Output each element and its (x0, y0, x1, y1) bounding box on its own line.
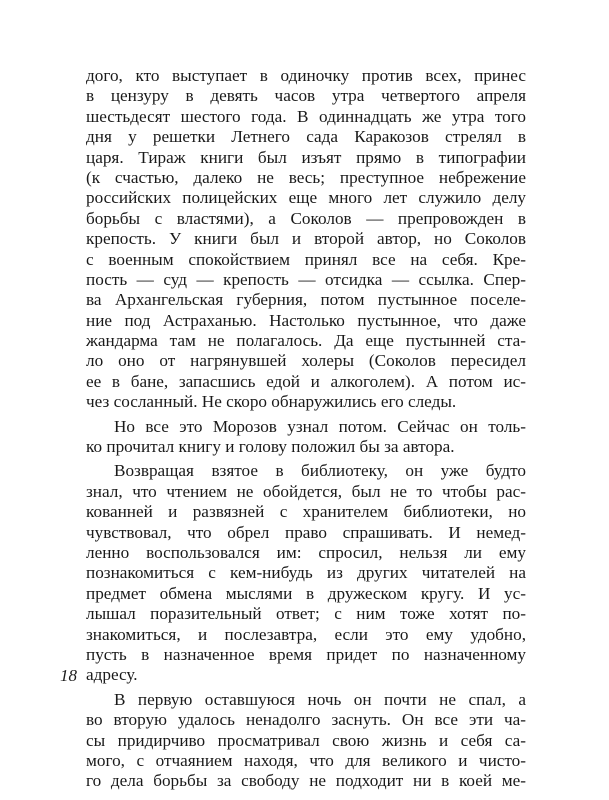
text-line: борьбы с властями), а Соколов — препровожден в (86, 208, 526, 228)
text-line: (к счастью, далеко не весь; преступное небрежение (86, 167, 526, 187)
text-line: мого, с отчаянием находя, что для великого и чисто- (86, 750, 526, 770)
text-line: жандарма там не полагалось. Да еще пустынней ста- (86, 331, 526, 351)
paragraph (86, 461, 526, 685)
text-line: ло оно от нагрянувшей холеры (Соколов пересидел (86, 351, 526, 371)
text-line: познакомиться с кем-нибудь из других читателей на (86, 563, 526, 583)
body-text (86, 66, 526, 796)
text-line: сы придирчиво просматривал свою жизнь и себя са- (86, 730, 526, 750)
text-line: лышал поразительный ответ; с ним тоже хотят по- (86, 604, 526, 624)
text-line: царя. Тираж книги был изъят прямо в типографии (86, 147, 526, 167)
page-number: 18 (60, 666, 77, 685)
text-line: в цензуру в девять часов утра четвертого апреля (86, 86, 526, 106)
text-line: адресу. (86, 665, 138, 685)
text-line: ее в бане, запасшись едой и алкоголем). А потом ис- (86, 371, 526, 391)
paragraph (86, 66, 526, 413)
text-line: предмет обмена мыслями в дружеском кругу. И ус- (86, 583, 526, 603)
text-line: ние под Астраханью. Настолько пустынное, что даже (86, 310, 526, 330)
text-line: знакомиться, и послезавтра, если это ему удобно, (86, 624, 526, 644)
text-line: В первую оставшуюся ночь он почти не спал, а (114, 689, 526, 709)
text-line: шестьдесят шестого года. В одиннадцать же утра того (86, 106, 526, 126)
text-line: дня у решетки Летнего сада Каракозов стрелял в (86, 127, 526, 147)
text-line: ленно воспользовался им: спросил, нельзя ли ему (86, 542, 526, 562)
text-line: во вторую удалось ненадолго заснуть. Он все эти ча- (86, 710, 526, 730)
text-line: пусть в назначенное время придет по назначенному (86, 644, 526, 664)
text-line: пость — суд — крепость — отсидка — ссылка. Спер- (86, 269, 526, 289)
text-line: крепость. У книги был и второй автор, но Соколов (86, 229, 526, 249)
paragraph (86, 417, 526, 458)
text-line: го дела борьбы за свободу не подходит ни в коей ме- (86, 771, 526, 791)
text-line: кованней и развязней с хранителем библиотеки, но (86, 502, 526, 522)
text-line: с военным спокойствием принял все на себя. Кре- (86, 249, 526, 269)
text-line: ва Архангельская губерния, потом пустынное поселе- (86, 290, 526, 310)
text-line: чез сосланный. Не скоро обнаружились его следы. (86, 392, 457, 412)
text-line: чувствовал, что обрел право спрашивать. И немед- (86, 522, 526, 542)
text-line: знал, что чтением не обойдется, был не то чтобы рас- (86, 481, 526, 501)
text-line: Но все это Морозов узнал потом. Сейчас он толь- (114, 416, 526, 436)
text-line: Возвращая взятое в библиотеку, он уже будто (114, 461, 526, 481)
text-line: ко прочитал книгу и голову положил бы за автора. (86, 437, 455, 457)
text-line: российских полицейских еще много лет служило делу (86, 188, 526, 208)
text-line: дого, кто выступает в одиночку против всех, принес (86, 66, 526, 85)
paragraph (86, 690, 526, 792)
